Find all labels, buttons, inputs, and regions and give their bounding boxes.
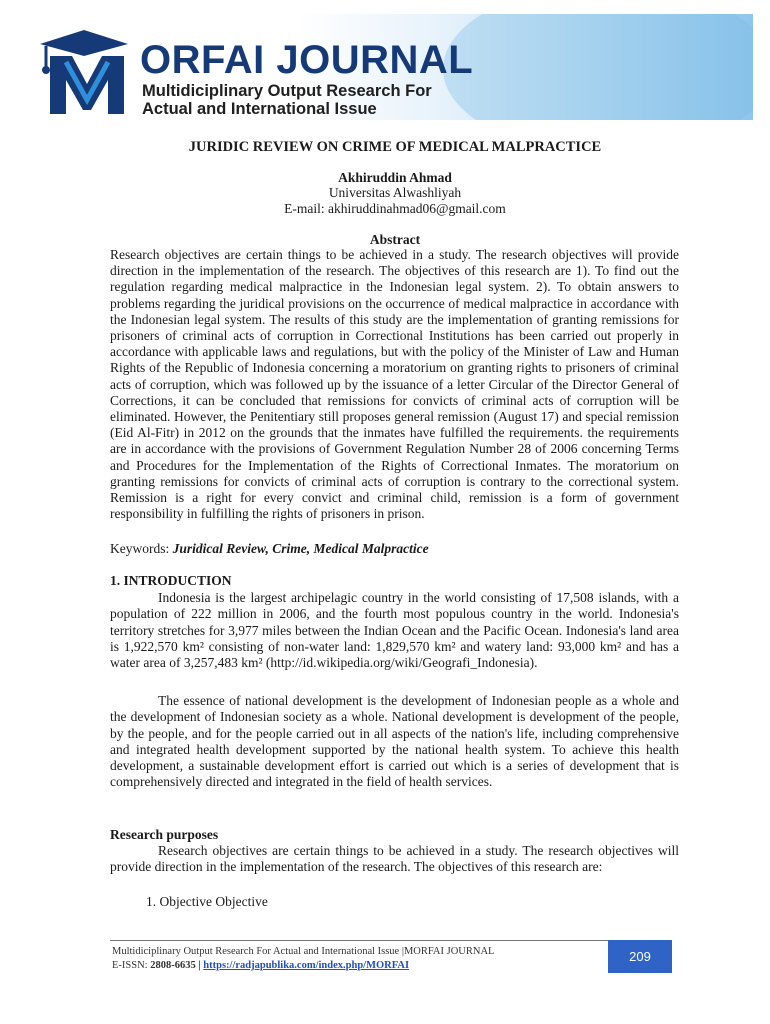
introduction-paragraph-2: The essence of national development is the development of Indonesian people as a whole and the development of Indonesian society as a whole. National development is development of the people, by the people, and for the people carried out in all aspects of the nation's life, including comprehensive and integrated health development supported by the national health system. To achieve this health development, a sustainable development effort is carried out which is a series of development that is comprehensively directed and integrated in the field of health services. — [110, 693, 679, 790]
author-email: E-mail: akhiruddinahmad06@gmail.com — [284, 201, 506, 216]
keywords-list: Juridical Review, Crime, Medical Malpractice — [172, 541, 429, 556]
abstract-heading: Abstract — [369, 232, 421, 247]
journal-url-link[interactable]: https://radjapublika.com/index.php/MORFAI — [203, 960, 410, 971]
research-purposes-heading: Research purposes — [110, 827, 219, 842]
journal-name: ORFAI JOURNAL — [140, 38, 474, 82]
introduction-paragraph-1: Indonesia is the largest archipelagic country in the world consisting of 17,508 islands, with a population of 222 million in 2006, and the fourth most populous country in the world. Indonesia's territory stretches for 3,977 miles between the Indian Ocean and the Pacific Ocean. Indonesia's land area is 1,922,570 km² consisting of non-water land: 1,829,570 km² and watery land: 93,000 km² and has a water area of 3,257,483 km² (http://id.wikipedia.org/wiki/Geografi_Indonesia). — [110, 590, 679, 671]
paper-title: JURIDIC REVIEW ON CRIME OF MEDICAL MALPRACTICE — [188, 139, 602, 155]
page-number: 209 — [608, 940, 672, 973]
journal-banner — [18, 14, 753, 120]
graduation-cap-m-icon — [32, 22, 142, 117]
author-name: Akhiruddin Ahmad — [338, 170, 452, 185]
footer-journal-line: Multidiciplinary Output Research For Actual and International Issue |MORFAI JOURNAL — [112, 946, 495, 957]
issn-label: E-ISSN: — [112, 960, 148, 971]
footer-divider — [110, 940, 608, 941]
abstract-text: Research objectives are certain things to be achieved in a study. The research objectives will provide direction in the implementation of the research. The objectives of this research are 1). To find out the regulation regarding medical malpractice in the Indonesian legal system. 2). To obtain answers to problems regarding the juridical provisions on the occurrence of medical malpractice in accordance with the Indonesian legal system. The results of this study are the implementation of granting remissions for prisoners of criminal acts of corruption in Correctional Institutions has been carried out properly in accordance with applicable laws and regulations, but with the policy of the Minister of Law and Human Rights of the Republic of Indonesia concerning a moratorium on granting rights to prisoners of criminal acts of corruption, which was followed up by the issuance of a letter Circular of the Director General of Corrections, it can be concluded that remissions for convicts of criminal acts of corruption will be eliminated. However, the Penitentiary still proposes general remission (August 17) and special remission (Eid Al-Fitr) in 2012 on the grounds that the inmates have fulfilled the requirements. the requirements are in accordance with the provisions of Government Regulation Number 28 of 2006 concerning Terms and Procedures for the Implementation of the Rights of Correctional Inmates. The moratorium on granting remissions for convicts of criminal acts of corruption is contrary to the correctional system. Remission is a right for every convict and criminal child, remission is a form of government responsibility in fulfilling the rights of prisoners in prison. — [110, 247, 679, 522]
keywords-line — [110, 541, 429, 557]
issn-number: 2808-6635 — [150, 960, 196, 971]
footer-issn-line — [112, 960, 409, 971]
keywords-label: Keywords: — [110, 541, 170, 556]
author-affiliation: Universitas Alwashliyah — [328, 185, 462, 200]
footer-separator: | — [198, 960, 201, 971]
introduction-heading: 1. INTRODUCTION — [110, 573, 232, 588]
list-item: 1. Objective Objective — [146, 894, 268, 909]
journal-subtitle: Multidiciplinary Output Research For Actual and International Issue — [142, 82, 432, 118]
research-purposes-paragraph: Research objectives are certain things to be achieved in a study. The research objectives will provide direction in the implementation of the research. The objectives of this research are: — [110, 843, 679, 875]
banner-wave-decoration — [443, 14, 753, 120]
